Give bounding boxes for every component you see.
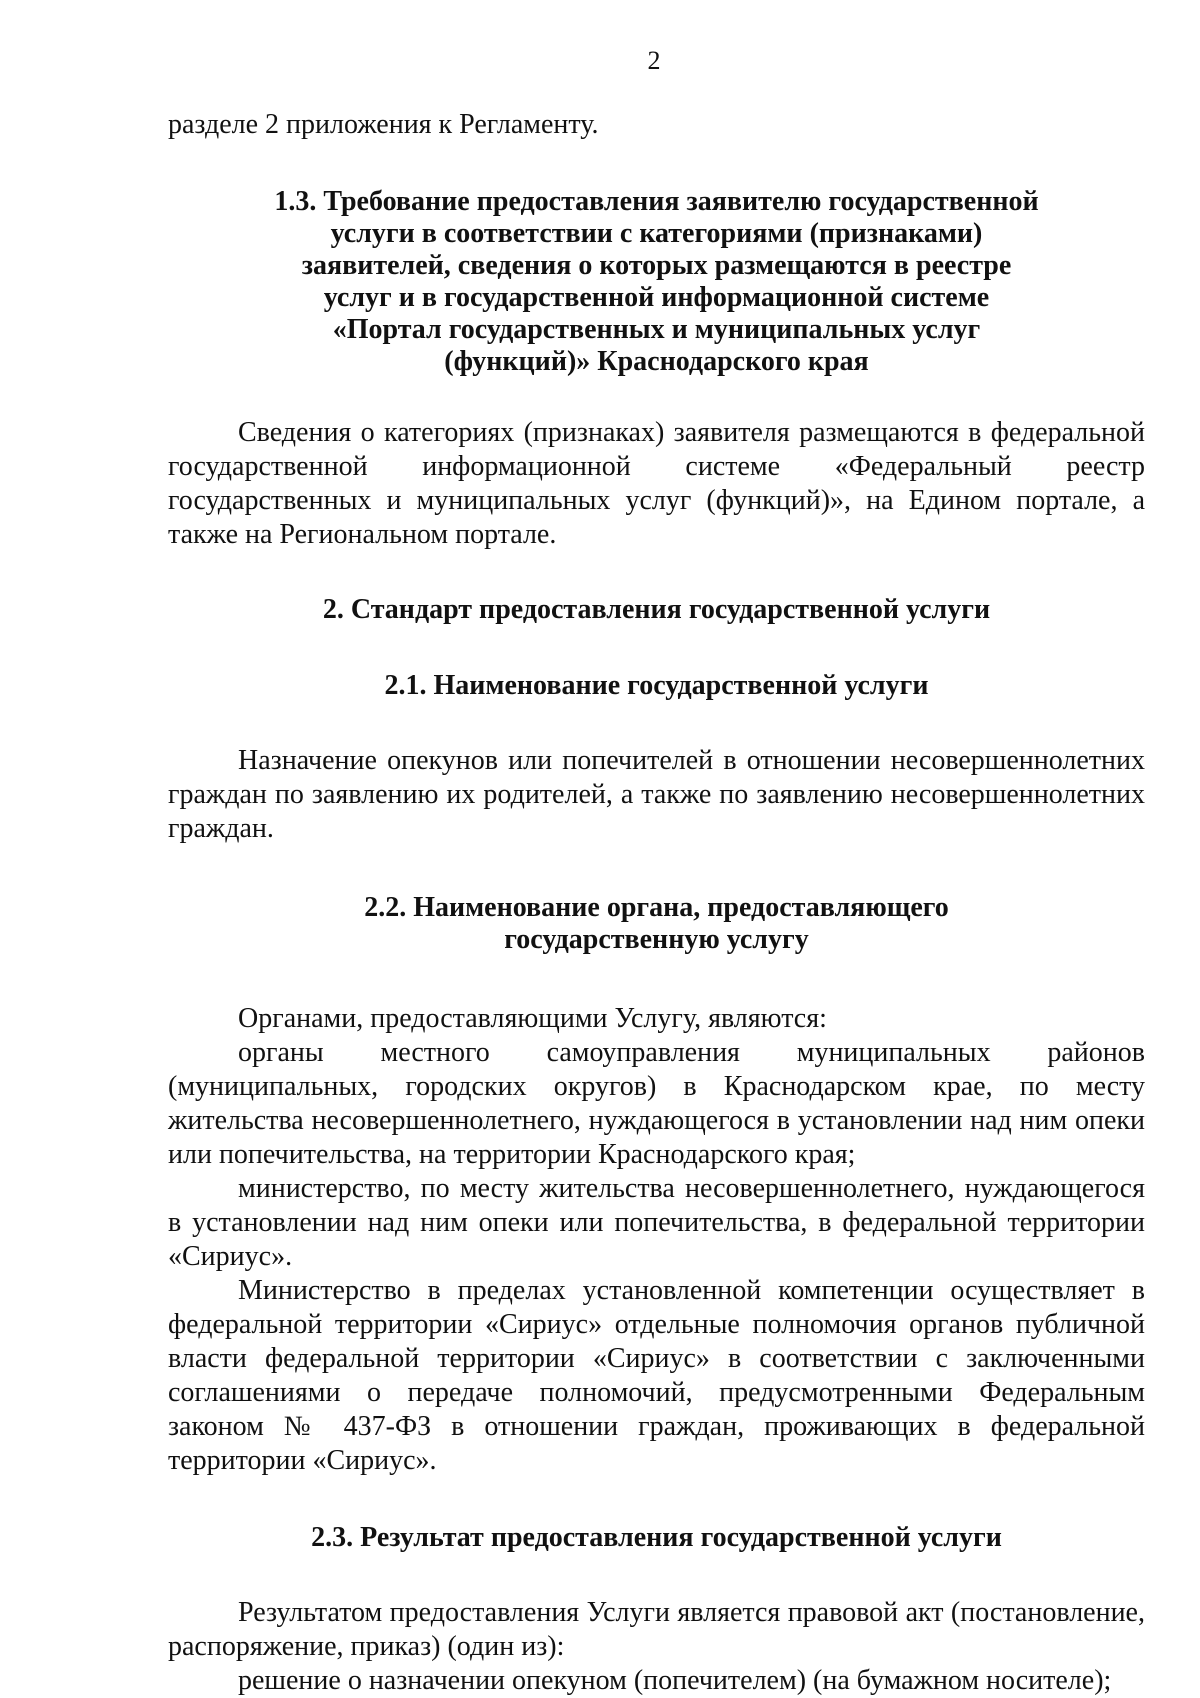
paragraph-2-3-a: Результатом предоставления Услуги является правовой акт (постановление, распоряжение, приказ) (один из):: [168, 1597, 1145, 1662]
heading-line: (функций)» Краснодарского края: [444, 346, 869, 377]
heading-line: услуг и в государственной информационной системе: [323, 282, 990, 313]
heading-section-1-3: [168, 186, 1145, 378]
heading-section-2: 2. Стандарт предоставления государственной услуги: [322, 594, 991, 625]
document-body: [168, 98, 1145, 1698]
heading-section-2-1: 2.1. Наименование государственной услуги: [384, 670, 929, 701]
paragraph-2-2-c: министерство, по месту жительства несовершеннолетнего, нуждающегося в установлении над ним опеки или попечительства, в федеральной территории «Сириус».: [168, 1173, 1145, 1272]
heading-line: 2.2. Наименование органа, предоставляющего: [364, 892, 949, 923]
paragraph-2-2-b: органы местного самоуправления муниципальных районов (муниципальных, городских округов) в Краснодарском крае, по месту жительства несовершеннолетнего, нуждающегося в установлении над ним опеки или попечительства, на территории Краснодарского края;: [168, 1037, 1145, 1170]
paragraph-2-3-b: решение о назначении опекуном (попечителем) (на бумажном носителе);: [238, 1665, 1112, 1696]
paragraph-2-2-d: Министерство в пределах установленной компетенции осуществляет в федеральной территории «Сириус» отдельные полномочия органов публичной власти федеральной территории «Сириус» в соответствии с заключенными соглашениями о передаче полномочий, предусмотренными Федеральным законом № 437-ФЗ в отношении граждан, проживающих в федеральной территории «Сириус».: [168, 1275, 1145, 1476]
heading-section-2-3: 2.3. Результат предоставления государственной услуги: [311, 1522, 1002, 1553]
paragraph-2-1: Назначение опекунов или попечителей в отношении несовершеннолетних граждан по заявлению их родителей, а также по заявлению несовершеннолетних граждан.: [168, 745, 1145, 844]
heading-line: «Портал государственных и муниципальных услуг: [332, 314, 981, 345]
heading-line: услуги в соответствии с категориями (признаками): [330, 218, 983, 249]
page-number: 2: [647, 46, 661, 75]
heading-line: государственную услугу: [504, 924, 809, 955]
intro-line: разделе 2 приложения к Регламенту.: [168, 109, 599, 140]
heading-line: 1.3. Требование предоставления заявителю государственной: [274, 186, 1039, 217]
heading-section-2-2: [168, 892, 1145, 956]
paragraph-1-3: Сведения о категориях (признаках) заявителя размещаются в федеральной государственной информационной системе «Федеральный реестр государственных и муниципальных услуг (функций)», на Едином портале, а также на Региональном портале.: [168, 417, 1145, 550]
heading-line: заявителей, сведения о которых размещаются в реестре: [301, 250, 1012, 281]
paragraph-2-2-a: Органами, предоставляющими Услугу, являются:: [238, 1003, 827, 1034]
